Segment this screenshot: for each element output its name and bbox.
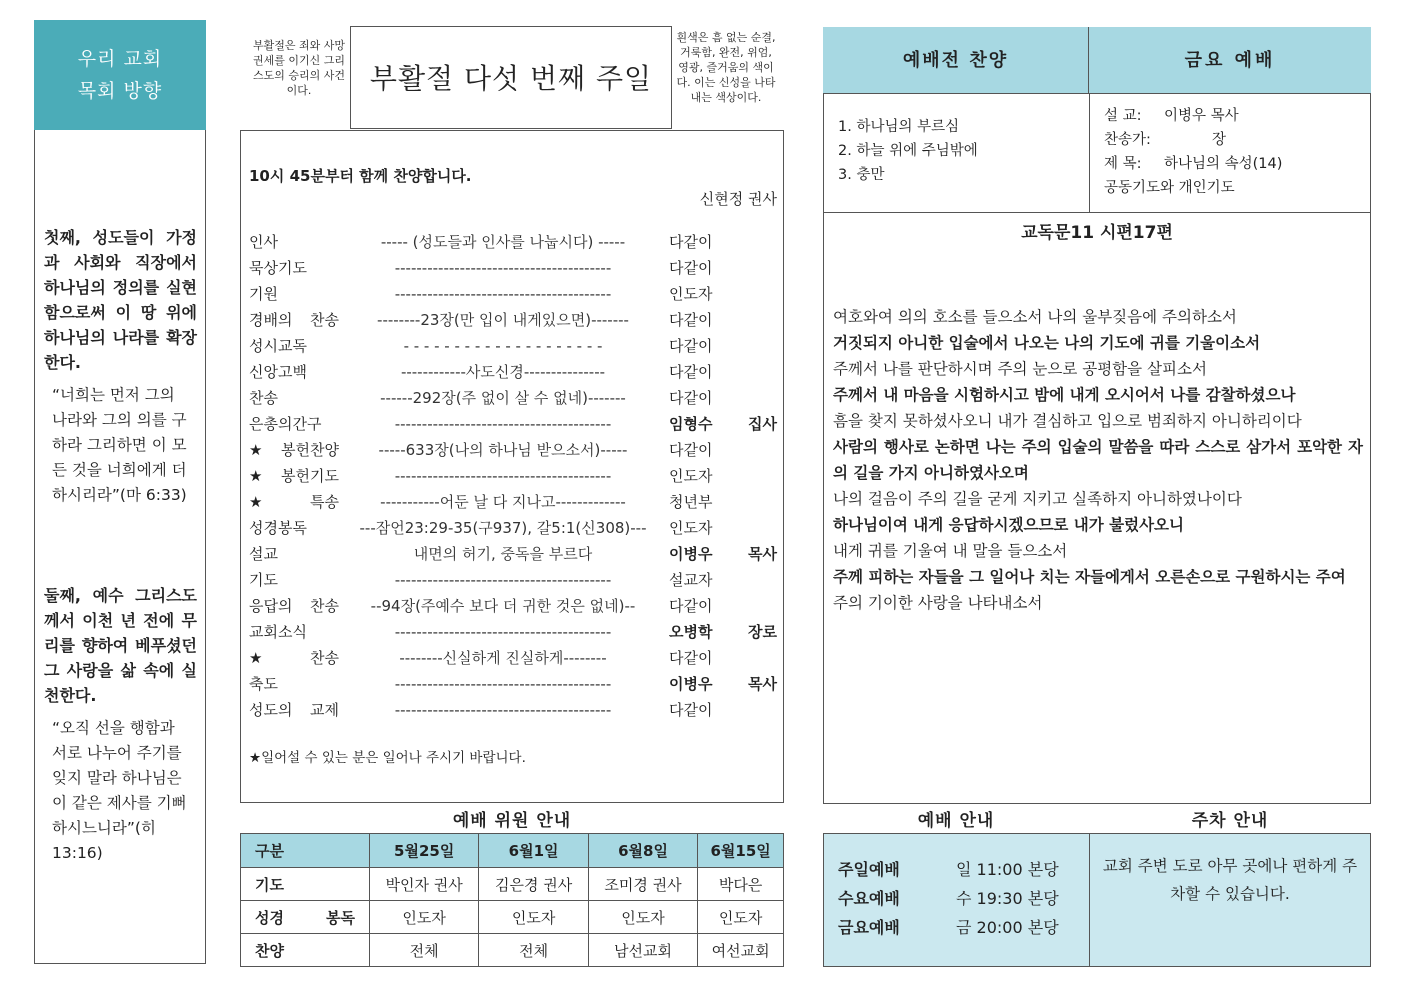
- order-item-detail: ----- (성도들과 인사를 나눕시다) -----: [380, 233, 626, 251]
- servers-header-cell: 구분: [241, 834, 370, 868]
- order-item-person: 다같이: [669, 337, 713, 355]
- friday-info: [1104, 104, 1282, 200]
- servers-role: 성경 봉독: [241, 901, 370, 934]
- list-item: [838, 884, 1059, 913]
- order-item-person: 다같이: [669, 233, 713, 251]
- friday-topic: 하나님의 속성(14): [1164, 156, 1283, 172]
- list-item: 3. 충만: [838, 167, 885, 183]
- servers-header-row: [241, 834, 784, 868]
- easter-note: 부활절은 죄와 사망 권세를 이기신 그리스도의 승리의 사건이다.: [252, 39, 345, 97]
- order-item-person: 다같이: [669, 649, 713, 667]
- servers-cell: 김은경 권사: [479, 868, 588, 901]
- servers-header-cell: 5월25일: [369, 834, 478, 868]
- friday-preacher-row: [1104, 104, 1282, 128]
- order-item-person: 다같이: [669, 597, 713, 615]
- friday-extra: 공동기도와 개인기도: [1104, 180, 1235, 196]
- mission-point-2: 둘째, 예수 그리스도께서 이천 년 전에 무리를 향하여 베푸셨던 그 사랑을 삶 속에 실천한다.: [44, 586, 197, 705]
- order-item-name: 기원: [249, 285, 278, 303]
- color-note: 흰색은 흠 없는 순결, 거룩함, 완전, 위엄, 영광, 즐거움의 색이다. 이는 신성을 나타내는 색상이다.: [676, 31, 776, 104]
- order-item-person: 다같이: [669, 259, 713, 277]
- order-item-person: 오병학 장로: [669, 623, 777, 641]
- mission-quote-1: “너희는 먼저 그의 나라와 그의 의를 구하라 그리하면 이 모든 것을 너희에게 더하시리라”(마 6:33): [52, 386, 187, 504]
- order-item-person: 다같이: [669, 363, 713, 381]
- order-item-name: 묵상기도: [249, 259, 307, 277]
- order-footnote: ★일어설 수 있는 분은 일어나 주시기 바랍니다.: [249, 750, 526, 766]
- order-item-detail: --------23장(만 입이 내게있으면)-------: [377, 311, 629, 329]
- table-row: [241, 868, 784, 901]
- parking-text: 교회 주변 도로 아무 곳에나 편하게 주차할 수 있습니다.: [1102, 857, 1358, 903]
- list-item: 1. 하나님의 부르심: [838, 119, 960, 135]
- order-item-person: 인도자: [669, 519, 713, 537]
- order-item-name: 신앙고백: [249, 363, 307, 381]
- friday-header: 금요 예배: [1089, 27, 1371, 94]
- table-row: [241, 934, 784, 967]
- servers-cell: 전체: [479, 934, 588, 967]
- parking-title: 주차 안내: [1191, 811, 1269, 831]
- order-item-name: 교회소식: [249, 623, 307, 641]
- mission-header-line2: 목회 방향: [77, 80, 163, 102]
- servers-role: 기도: [241, 868, 370, 901]
- service-name: 주일예배: [838, 860, 900, 879]
- order-item-person: 이병우 목사: [669, 545, 777, 563]
- order-item-person: 다같이: [669, 389, 713, 407]
- mission-point-1: 첫째, 성도들이 가정과 사회와 직장에서 하나님의 정의를 실현함으로써 이 땅 위에 하나님의 나라를 확장한다.: [44, 228, 197, 372]
- order-item-name: 성시교독: [249, 337, 307, 355]
- order-item-detail: - - - - - - - - - - - - - - - - - - - -: [403, 337, 603, 355]
- reading-line: 나의 걸음이 주의 길을 굳게 지키고 실족하지 아니하였나이다: [833, 490, 1242, 508]
- order-item-detail: ------292장(주 없이 살 수 없네)-------: [380, 389, 626, 407]
- list-item: [838, 913, 1059, 942]
- order-item-name: 응답의 찬송: [249, 597, 339, 615]
- order-row: [249, 359, 779, 385]
- order-item-name: ★봉헌기도: [249, 467, 339, 485]
- order-item-person: 인도자: [669, 467, 713, 485]
- order-row: [249, 229, 779, 255]
- order-item-name: ★봉헌찬양: [249, 441, 339, 459]
- order-item-detail: --------신실하게 진실하게--------: [399, 649, 607, 667]
- reading-title: 교독문11 시편17편: [1021, 223, 1173, 243]
- order-item-name: 인사: [249, 233, 278, 251]
- order-item-person: 다같이: [669, 441, 713, 459]
- page-title: 부활절 다섯 번째 주일: [350, 26, 672, 129]
- order-item-person: 인도자: [669, 285, 713, 303]
- order-item-detail: ----------------------------------------: [394, 467, 612, 485]
- order-item-name: 은총의간구: [249, 415, 322, 433]
- friday-topic-row: [1104, 152, 1282, 176]
- order-item-detail: --94장(주예수 보다 더 귀한 것은 없네)--: [370, 597, 636, 615]
- order-row: [249, 307, 779, 333]
- order-item-person: 다같이: [669, 311, 713, 329]
- services-title: 예배 안내: [917, 811, 995, 831]
- servers-cell: 박인자 권사: [369, 868, 478, 901]
- servers-title: 예배 위원 안내: [452, 811, 572, 831]
- servers-table: [240, 833, 784, 967]
- order-row: [249, 489, 779, 515]
- service-time: 일 11:00 본당: [956, 860, 1059, 879]
- order-row: [249, 411, 779, 437]
- order-item-detail: -----633장(나의 하나님 받으소서)-----: [378, 441, 628, 459]
- order-row: [249, 619, 779, 645]
- servers-cell: 조미경 권사: [588, 868, 697, 901]
- divider: [823, 212, 1089, 213]
- order-item-person: 설교자: [669, 571, 713, 589]
- order-item-detail: ----------------------------------------: [394, 623, 612, 641]
- order-row: [249, 333, 779, 359]
- order-row: [249, 567, 779, 593]
- order-item-detail: ----------------------------------------: [394, 675, 612, 693]
- reading-line: 내게 귀를 기울여 내 말을 들으소서: [833, 542, 1068, 560]
- order-item-name: 경배의 찬송: [249, 311, 339, 329]
- order-item-name: 성경봉독: [249, 519, 307, 537]
- order-item-detail: ----------------------------------------: [394, 571, 612, 589]
- servers-header-cell: 6월15일: [698, 834, 784, 868]
- service-time: 수 19:30 본당: [956, 889, 1059, 908]
- services-list: [838, 855, 1059, 942]
- list-item: [838, 855, 1059, 884]
- friday-hymn-row: [1104, 128, 1282, 152]
- responsive-reading: [833, 304, 1363, 616]
- order-item-name: 축도: [249, 675, 278, 693]
- order-item-detail: -----------어둔 날 다 지나고-------------: [380, 493, 626, 511]
- servers-cell: 여선교회: [698, 934, 784, 967]
- servers-cell: 인도자: [588, 901, 697, 934]
- list-item: 2. 하늘 위에 주님밖에: [838, 143, 978, 159]
- order-item-person: 청년부: [669, 493, 713, 511]
- order-item-person: 이병우 목사: [669, 675, 777, 693]
- order-row: [249, 437, 779, 463]
- reading-line: 흠을 찾지 못하셨사오니 내가 결심하고 입으로 범죄하지 아니하리이다: [833, 412, 1302, 430]
- order-row: [249, 463, 779, 489]
- servers-cell: 인도자: [479, 901, 588, 934]
- order-item-name: ★특송: [249, 493, 339, 511]
- order-item-detail: ----------------------------------------: [394, 701, 612, 719]
- order-item-person: 다같이: [669, 701, 713, 719]
- order-item-detail: 내면의 허기, 중독을 부르다: [413, 545, 593, 563]
- friday-topic-label: 제 목:: [1104, 156, 1142, 172]
- order-item-name: ★찬송: [249, 649, 339, 667]
- reading-line: 주께서 내 마음을 시험하시고 밤에 내게 오시어서 나를 감찰하셨으나: [833, 386, 1296, 404]
- order-row: [249, 593, 779, 619]
- order-row: [249, 541, 779, 567]
- order-row: [249, 385, 779, 411]
- servers-cell: 인도자: [369, 901, 478, 934]
- friday-preacher-label: 설 교:: [1104, 108, 1142, 124]
- servers-header-cell: 6월1일: [479, 834, 588, 868]
- order-item-detail: ----------------------------------------: [394, 415, 612, 433]
- service-name: 금요예배: [838, 918, 900, 937]
- servers-cell: 남선교회: [588, 934, 697, 967]
- order-intro: 10시 45분부터 함께 찬양합니다.: [249, 167, 472, 185]
- order-item-person: 임형수 집사: [669, 415, 777, 433]
- friday-preacher: 이병우 목사: [1164, 108, 1239, 124]
- table-row: [241, 901, 784, 934]
- order-leader: 신현정 권사: [699, 190, 777, 208]
- reading-line: 거짓되지 아니한 입술에서 나오는 나의 기도에 귀를 기울이소서: [833, 334, 1261, 352]
- reading-line: 여호와여 의의 호소를 들으소서 나의 울부짖음에 주의하소서: [833, 308, 1237, 326]
- servers-header-cell: 6월8일: [588, 834, 697, 868]
- mission-header-line1: 우리 교회: [77, 48, 163, 70]
- praise-list: [838, 115, 978, 187]
- order-row: [249, 255, 779, 281]
- order-row: [249, 697, 779, 723]
- friday-hymn-label: 찬송가:: [1104, 132, 1151, 148]
- friday-hymn: 장: [1212, 132, 1227, 148]
- reading-line: 주께 피하는 자들을 그 일어나 치는 자들에게서 오른손으로 구원하시는 주여: [833, 568, 1346, 586]
- reading-line: 하나님이여 내게 응답하시겠으므로 내가 불렀사오니: [833, 516, 1184, 534]
- order-row: [249, 671, 779, 697]
- order-item-name: 설교: [249, 545, 278, 563]
- servers-cell: 전체: [369, 934, 478, 967]
- mission-header: [34, 20, 206, 130]
- mission-quote-2: “오직 선을 행함과 서로 나누어 주기를 잊지 말라 하나님은 이 같은 제사를 기뻐하시느니라”(히 13:16): [52, 719, 187, 862]
- servers-cell: 인도자: [698, 901, 784, 934]
- service-name: 수요예배: [838, 889, 900, 908]
- order-item-name: 찬송: [249, 389, 278, 407]
- order-row: [249, 281, 779, 307]
- order-item-name: 성도의 교제: [249, 701, 339, 719]
- praise-header: 예배전 찬양: [823, 27, 1089, 94]
- servers-cell: 박다은: [698, 868, 784, 901]
- order-item-detail: ----------------------------------------: [394, 259, 612, 277]
- order-item-detail: ------------사도신경---------------: [400, 363, 606, 381]
- order-row: [249, 515, 779, 541]
- service-time: 금 20:00 본당: [956, 918, 1059, 937]
- order-item-detail: ---잠언23:29-35(구937), 갈5:1(신308)---: [359, 519, 647, 537]
- order-row: [249, 645, 779, 671]
- order-item-detail: ----------------------------------------: [394, 285, 612, 303]
- divider: [1089, 833, 1090, 967]
- reading-line: 주께서 나를 판단하시며 주의 눈으로 공평함을 살피소서: [833, 360, 1207, 378]
- reading-line: 주의 기이한 사랑을 나타내소서: [833, 594, 1043, 612]
- order-item-name: 기도: [249, 571, 278, 589]
- servers-role: 찬양: [241, 934, 370, 967]
- reading-line: 사람의 행사로 논하면 나는 주의 입술의 말씀을 따라 스스로 삼가서 포악한 자의 길을 가지 아니하였사오며: [833, 438, 1363, 482]
